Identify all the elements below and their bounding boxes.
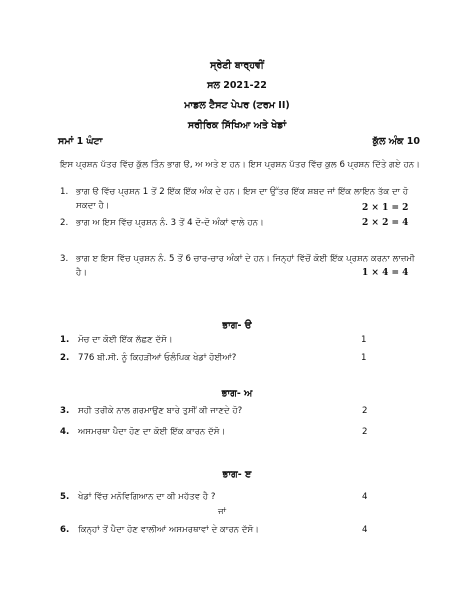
section-title: ਭਾਗ- ੳ [222, 320, 252, 331]
instruction-formula: 1 × 4 = 4 [362, 268, 409, 278]
session-title: ਸਲ 2021-22 [207, 80, 267, 91]
question-number: 2. [60, 353, 70, 363]
instruction-formula: 2 × 2 = 4 [362, 218, 409, 228]
question-marks: 2 [362, 427, 368, 437]
instruction-number: 1. [60, 187, 69, 197]
or-separator: ਜਾਂ [218, 507, 227, 517]
question-text: ਮੋਚ ਦਾ ਕੋਈ ਇੱਕ ਲੱਛਣ ਦੱਸੋ। [78, 335, 173, 345]
question-number: 6. [60, 525, 70, 535]
question-number: 4. [60, 427, 70, 437]
instruction-text: ਭਾਗ ੳ ਵਿੱਚ ਪ੍ਰਸ਼ਨ 1 ਤੋਂ 2 ਇੱਕ ਇੱਕ ਅੰਕ ਦੇ ਹਨ। ਇਸ ਦਾ ਉੱਤਰ ਇੱਕ ਸ਼ਬਦ ਜਾਂ ਇੱਕ ਲਾਇਨ ਤੱਕ ਦਾ ਹੋ ਸਕਦਾ ਹੈ। [76, 187, 409, 211]
instructions-intro: ਇਸ ਪ੍ਰਸ਼ਨ ਪੱਤਰ ਵਿੱਚ ਕੁੱਲ ਤਿੰਨ ਭਾਗ ੳ, ਅ ਅਤੇ ੲ ਹਨ। ਇਸ ਪ੍ਰਸ਼ਨ ਪੱਤਰ ਵਿੱਚ ਕੁਲ 6 ਪ੍ਰਸ਼ਨ ਦਿੱਤੇ ਗਏ ਹਨ। [60, 160, 420, 170]
question-text: 776 ਬੀ.ਸੀ. ਨੂੰ ਕਿਹੜੀਆਂ ਓਲੰਪਿਕ ਖੇਡਾਂ ਹੋਈਆਂ? [78, 353, 237, 363]
paper-type-title: ਮਾਡਲ ਟੈਸਟ ਪੇਪਰ (ਟਰਮ II) [184, 100, 290, 111]
time-label: ਸਮਾਂ 1 ਘੰਟਾ [58, 136, 103, 147]
instruction-formula: 2 × 1 = 2 [362, 203, 409, 213]
subject-title: ਸਰੀਰਿਕ ਸਿੱਖਿਆ ਅਤੇ ਖੇਡਾਂ [187, 120, 287, 131]
total-marks-label: ਕੁੱਲ ਅੰਕ 10 [372, 136, 420, 147]
section-title: ਭਾਗ- ਅ [221, 388, 253, 399]
instruction-number: 2. [60, 218, 69, 228]
class-title: ਸ੍ਰੇਣੀ ਬਾਰ੍ਹਵੀਂ [210, 60, 264, 71]
question-text: ਕਿਨ੍ਹਾਂ ਤੋਂ ਪੈਦਾ ਹੋਣ ਵਾਲੀਆਂ ਅਸਮਰਥਾਵਾਂ ਦੇ ਕਾਰਨ ਦੱਸੋ। [78, 525, 259, 535]
instruction-text: ਭਾਗ ਅ ਇਸ ਵਿੱਚ ਪ੍ਰਸ਼ਨ ਨੰ. 3 ਤੋਂ 4 ਦੋ-ਦੋ ਅੰਕਾਂ ਵਾਲੇ ਹਨ। [76, 218, 264, 228]
question-marks: 1 [361, 335, 367, 345]
question-marks: 2 [362, 406, 368, 416]
instruction-number: 3. [60, 254, 69, 264]
question-marks: 4 [362, 492, 368, 502]
instruction-text: ਭਾਗ ੲ ਇਸ ਵਿੱਚ ਪ੍ਰਸ਼ਨ ਨੰ. 5 ਤੋਂ 6 ਚਾਰ-ਚਾਰ ਅੰਕਾਂ ਦੇ ਹਨ। ਜਿਨ੍ਹਾਂ ਵਿੱਚੋਂ ਕੋਈ ਇੱਕ ਪ੍ਰਸ਼ਨ ਕਰਨਾ ਲਾਜ਼ਮੀ ਹੈ। [76, 254, 415, 278]
question-text: ਸਹੀ ਤਰੀਕੇ ਨਾਲ ਗਰਮਾਉਣ ਬਾਰੇ ਤੁਸੀਂ ਕੀ ਜਾਣਦੇ ਹੋ? [78, 406, 243, 416]
question-number: 3. [60, 406, 70, 416]
question-text: ਖੇਡਾਂ ਵਿੱਚ ਮਨੋਵਿਗਿਆਨ ਦਾ ਕੀ ਮਹੱਤਵ ਹੈ ? [78, 492, 216, 502]
section-title: ਭਾਗ- ੲ [222, 469, 252, 480]
question-text: ਅਸਮਰਥਾ ਪੈਦਾ ਹੋਣ ਦਾ ਕੋਈ ਇੱਕ ਕਾਰਨ ਦੱਸੋ। [78, 427, 226, 437]
question-marks: 4 [362, 525, 368, 535]
question-marks: 1 [361, 353, 367, 363]
question-number: 1. [60, 335, 70, 345]
question-number: 5. [60, 492, 70, 502]
